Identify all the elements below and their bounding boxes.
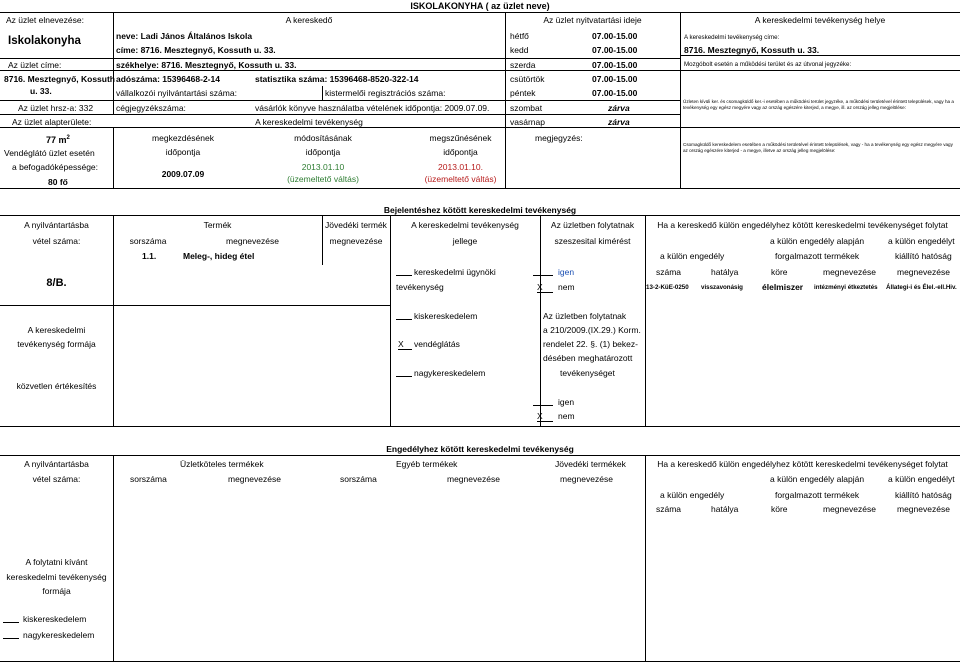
s1-mark-nem2: X (537, 411, 553, 422)
hours-day: kedd (510, 45, 529, 55)
hours-day: szerda (510, 60, 536, 70)
hours-time: 07.00-15.00 (592, 31, 638, 41)
s2-sorszama-a: sorszáma (130, 474, 167, 484)
szekhelye: székhelye: 8716. Mesztegnyő, Kossuth u. 33. (116, 60, 297, 70)
note-csomagkuldo: Csomagküldő kereskedelem esetében a működési területével érintett települések, vagy - ha a tevékenység egy egész megyére vagy az ország egészére kiterjed - a megye, illetve az ország jelleg megjelölése: (683, 142, 953, 153)
hours-time: zárva (608, 117, 630, 127)
unit-sup: 2 (66, 135, 70, 141)
s2-kulon-alapjan: a külön engedély alapján (770, 474, 865, 484)
note-uzleten-kivuli: Üzleten kívüli ker. és csomagküldő ker.-i esetében a működési terület jegyzéke, a működési területével érintett települések, vagy ha a tevékenység egy egész megyére vagy az ország egészére kiterjed, a megye, ill. az ország jelleg megjelölése: (683, 99, 954, 110)
s2-megnevezese-c: megnevezése (560, 474, 613, 484)
s1-ker-tev: A kereskedelmi tevékenység (411, 220, 519, 230)
befogado-value: 80 fő (48, 177, 68, 187)
nyitva-label: Az üzlet nyitvatartási ideje (543, 15, 642, 25)
hours-time: 07.00-15.00 (592, 74, 638, 84)
s1-igen2: igen (558, 397, 575, 407)
s1-eng-szama: 13-2-KüE-0250 (646, 284, 689, 291)
s2-egyeb: Egyéb termékek (396, 459, 458, 469)
megjegyzes-label: megjegyzés: (535, 133, 583, 143)
vendeglato-label: Vendéglátó üzlet esetén (4, 148, 95, 158)
hours-day: szombat (510, 103, 543, 113)
statisztika: statisztika száma: 15396468-8520-322-14 (255, 74, 419, 84)
hours-day: hétfő (510, 31, 529, 41)
s1-mark-vend: X (398, 339, 412, 350)
uzlet-cime-value-2: u. 33. (30, 86, 52, 96)
hours-day: vasárnap (510, 117, 545, 127)
alapterulet-number: 77 m (46, 135, 67, 145)
s2-sorszama-b: sorszáma (340, 474, 377, 484)
s1-row-sorszam: 1.1. (142, 251, 157, 261)
hours-day: péntek (510, 88, 536, 98)
s1-korm-3: rendelet 22. §. (1) bekez- (543, 339, 638, 349)
s2-folytatni-2: kereskedelmi tevékenység (6, 572, 107, 582)
s1-jellege: jellege (452, 236, 478, 246)
kereskedo-neve: neve: Ladi János Általános Iskola (116, 31, 253, 41)
s1-eng-hatalya: visszavonásig (701, 284, 743, 291)
s1-kiskereskedelem: kiskereskedelem (414, 311, 478, 321)
vallalkozoi: vállalkozói nyilvántartási száma: (116, 88, 237, 98)
helye-cime-label: A kereskedelmi tevékenység címe: (684, 34, 780, 41)
helye-cime-value: 8716. Mesztegnyő, Kossuth u. 33. (684, 45, 820, 55)
hours-time: zárva (608, 103, 630, 113)
s1-korm-4: désében meghatározott (543, 353, 633, 363)
s1-eng-megn: intézményi étkeztetés (814, 284, 878, 291)
s2-uzletkoteles: Üzletköteles termékek (180, 459, 264, 469)
uzlet-cime-label: Az üzlet címe: (8, 60, 62, 70)
modositas-2: időpontja (305, 147, 341, 157)
s2-szama: száma (656, 504, 682, 514)
s2-folytatni-3: formája (42, 586, 71, 596)
s1-szama: száma (656, 267, 682, 277)
section1-title: Bejelentéshez kötött kereskedelmi tevékenység (383, 205, 577, 215)
modositas-value-1: 2013.01.10 (301, 162, 345, 172)
s1-mark-nem: X (537, 282, 553, 293)
s1-eng-hatosag: Állategi-i és Élel.-ell.Hiv. (886, 284, 957, 291)
s2-nagyker: nagykereskedelem (23, 630, 95, 640)
s2-folytatni-1: A folytatni kívánt (25, 557, 88, 567)
s2-kulon-engedelyt: a külön engedélyt (888, 474, 955, 484)
s1-tevekenyseg: tevékenység (396, 282, 444, 292)
s1-hatalya: hatálya (711, 267, 739, 277)
s1-megnevezese-b: megnevezése (897, 267, 950, 277)
s1-igen: igen (558, 267, 575, 277)
alapterulet-value (46, 133, 70, 145)
s1-nyilv-1: A nyilvántartásba (24, 220, 89, 230)
adoszama: adószáma: 15396468-2-14 (116, 74, 220, 84)
s1-forma-2: tevékenység formája (17, 339, 96, 349)
s2-jovedeki: Jövedéki termékek (555, 459, 626, 469)
hours-time: 07.00-15.00 (592, 88, 638, 98)
befogado-label: a befogadóképessége: (12, 162, 99, 172)
s1-forgalmazott: forgalmazott termékek (775, 251, 860, 261)
s1-jovedeki: Jövedéki termék (325, 220, 387, 230)
kereskedo-label: A kereskedő (285, 15, 333, 25)
s1-megnevezese-a: megnevezése (823, 267, 876, 277)
shop-name: Iskolakonyha (8, 35, 81, 47)
s1-kozvetlen: közvetlen értékesítés (16, 381, 97, 391)
kereskedo-cime: címe: 8716. Mesztegnyő, Kossuth u. 33. (116, 45, 276, 55)
s1-sorszama: sorszáma (129, 236, 167, 246)
s1-nem2: nem (558, 411, 575, 421)
s2-forgalmazott: forgalmazott termékek (775, 490, 860, 500)
s2-kore: köre (771, 504, 788, 514)
mozgobolt-label: Mozgóbolt esetén a működési terület és az útvonal jegyzéke: (684, 61, 852, 68)
s1-row-termek: Meleg-, hideg étel (183, 251, 255, 261)
s2-kulon-engedely: a külön engedély (660, 490, 725, 500)
megszunes-value-1: 2013.01.10. (438, 162, 483, 172)
alapterulet-label: Az üzlet alapterülete: (12, 117, 92, 127)
s1-korm-5: tevékenységet (560, 368, 615, 378)
helye-label: A kereskedelmi tevékenység helye (754, 15, 886, 25)
page-title: ISKOLAKONYHA ( az üzlet neve) (410, 1, 550, 11)
megkezdes-value: 2009.07.09 (161, 169, 205, 179)
s2-megnevezese-b: megnevezése (447, 474, 500, 484)
uzlet-cime-value-1: 8716. Mesztegnyő, Kossuth (4, 74, 116, 84)
megkezdes-1: megkezdésének (152, 133, 214, 143)
s1-ugynoki: kereskedelmi ügynöki (414, 267, 496, 277)
modositas-value-2: (üzemeltető váltás) (287, 174, 359, 184)
hours-time: 07.00-15.00 (592, 60, 638, 70)
s2-engedely-header: Ha a kereskedő külön engedélyhez kötött kereskedelmi tevékenységet folytat (657, 459, 948, 469)
s1-kulon-engedelyt: a külön engedélyt (888, 236, 955, 246)
s1-jov-megnevezese: megnevezése (329, 236, 383, 246)
s1-uzletben-1: Az üzletben folytatnak (550, 220, 635, 230)
s1-uzletben-2: szeszesital kimérést (554, 236, 631, 246)
tev-label: A kereskedelmi tevékenység (255, 117, 363, 127)
s2-nyilv-2: vétel száma: (32, 474, 81, 484)
s1-nagykereskedelem: nagykereskedelem (414, 368, 486, 378)
kistermeloi: kistermelői regisztrációs száma: (325, 88, 446, 98)
s1-kiallito: kiállító hatóság (895, 251, 952, 261)
modositas-1: módosításának (294, 133, 352, 143)
s2-megnevezese-d: megnevezése (823, 504, 876, 514)
megkezdes-2: időpontja (165, 147, 201, 157)
hrsz: Az üzlet hrsz-a: 332 (18, 103, 94, 113)
cegjegyzek: cégjegyzékszáma: (116, 103, 186, 113)
s2-megnevezese-a: megnevezése (228, 474, 281, 484)
s1-nyilv-value: 8/B. (46, 277, 67, 289)
hours-day: csütörtök (510, 74, 545, 84)
s1-kore: köre (771, 267, 788, 277)
s1-termek: Termék (203, 220, 232, 230)
s1-kulon-alapjan: a külön engedély alapján (770, 236, 865, 246)
s1-kulon-engedely: a külön engedély (660, 251, 725, 261)
elnevezese-label: Az üzlet elnevezése: (6, 15, 84, 25)
s1-forma-1: A kereskedelmi (27, 325, 86, 335)
s1-korm-2: a 210/2009.(IX.29.) Korm. (543, 325, 641, 335)
megszunes-value-2: (üzemeltető váltás) (424, 174, 497, 184)
megszunes-1: megszűnésének (429, 133, 492, 143)
s2-megnevezese-e: megnevezése (897, 504, 950, 514)
s1-vendeglatas: vendéglátás (414, 339, 460, 349)
s2-kisker: kiskereskedelem (23, 614, 87, 624)
s1-eng-kore: élelmiszer (762, 282, 804, 292)
s2-nyilv-1: A nyilvántartásba (24, 459, 89, 469)
s2-hatalya: hatálya (711, 504, 739, 514)
megszunes-2: időpontja (443, 147, 478, 157)
s1-nem: nem (558, 282, 575, 292)
s1-engedely-header: Ha a kereskedő külön engedélyhez kötött kereskedelmi tevékenységet folytat (657, 220, 948, 230)
s1-nyilv-2: vétel száma: (32, 236, 81, 246)
hours-time: 07.00-15.00 (592, 45, 638, 55)
section2-title: Engedélyhez kötött kereskedelmi tevékenység (386, 444, 574, 454)
s1-megnevezese: megnevezése (226, 236, 279, 246)
vasarlok-konyve: vásárlók könyve használatba vételének időpontja: 2009.07.09. (255, 103, 490, 113)
s1-korm-1: Az üzletben folytatnak (543, 311, 627, 321)
s2-kiallito: kiállító hatóság (895, 490, 952, 500)
